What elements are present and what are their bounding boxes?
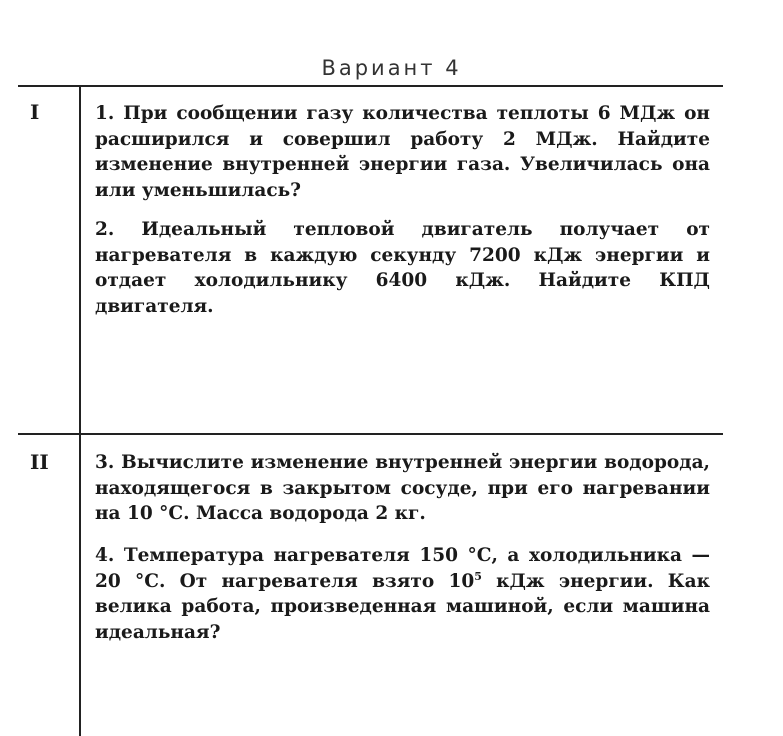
section-label-ii: II bbox=[30, 450, 49, 474]
problem-text: Вычислите изменение внутренней энергии водорода, находящегося в закрытом сосуде, при его нагревании на 10 °С. Масса водорода 2 кг. bbox=[95, 452, 710, 524]
problem-4 bbox=[95, 543, 710, 645]
problem-text: При сообщении газу количества теплоты 6 МДж он расширился и совершил работу 2 МДж. Найдите изменение внутренней энергии газа. Увеличилась она или уменьшилась? bbox=[95, 103, 710, 201]
section-divider bbox=[18, 433, 723, 435]
problem-number: 4. bbox=[95, 545, 115, 566]
problem-text-after: кДж энергии. Как велика работа, произведенная машиной, если машина идеальная? bbox=[95, 570, 710, 643]
problem-number: 1. bbox=[95, 103, 115, 124]
problem-2 bbox=[95, 217, 710, 319]
column-divider bbox=[79, 85, 81, 736]
problem-text: Идеальный тепловой двигатель получает от нагревателя в каждую секунду 7200 кДж энергии и отдает холодильнику 6400 кДж. Найдите КПД двигателя. bbox=[95, 219, 710, 317]
problem-text-before: Температура нагревателя 150 °С, а холодильника — 20 °С. От нагревателя взято 10 bbox=[95, 545, 710, 592]
variant-title: Вариант 4 bbox=[321, 56, 462, 80]
top-rule bbox=[18, 85, 723, 87]
problem-number: 3. bbox=[95, 452, 115, 473]
problem-3 bbox=[95, 450, 710, 527]
exponent: 5 bbox=[474, 569, 482, 583]
section-label-i: I bbox=[30, 100, 40, 124]
problem-number: 2. bbox=[95, 219, 115, 240]
problem-1 bbox=[95, 101, 710, 203]
